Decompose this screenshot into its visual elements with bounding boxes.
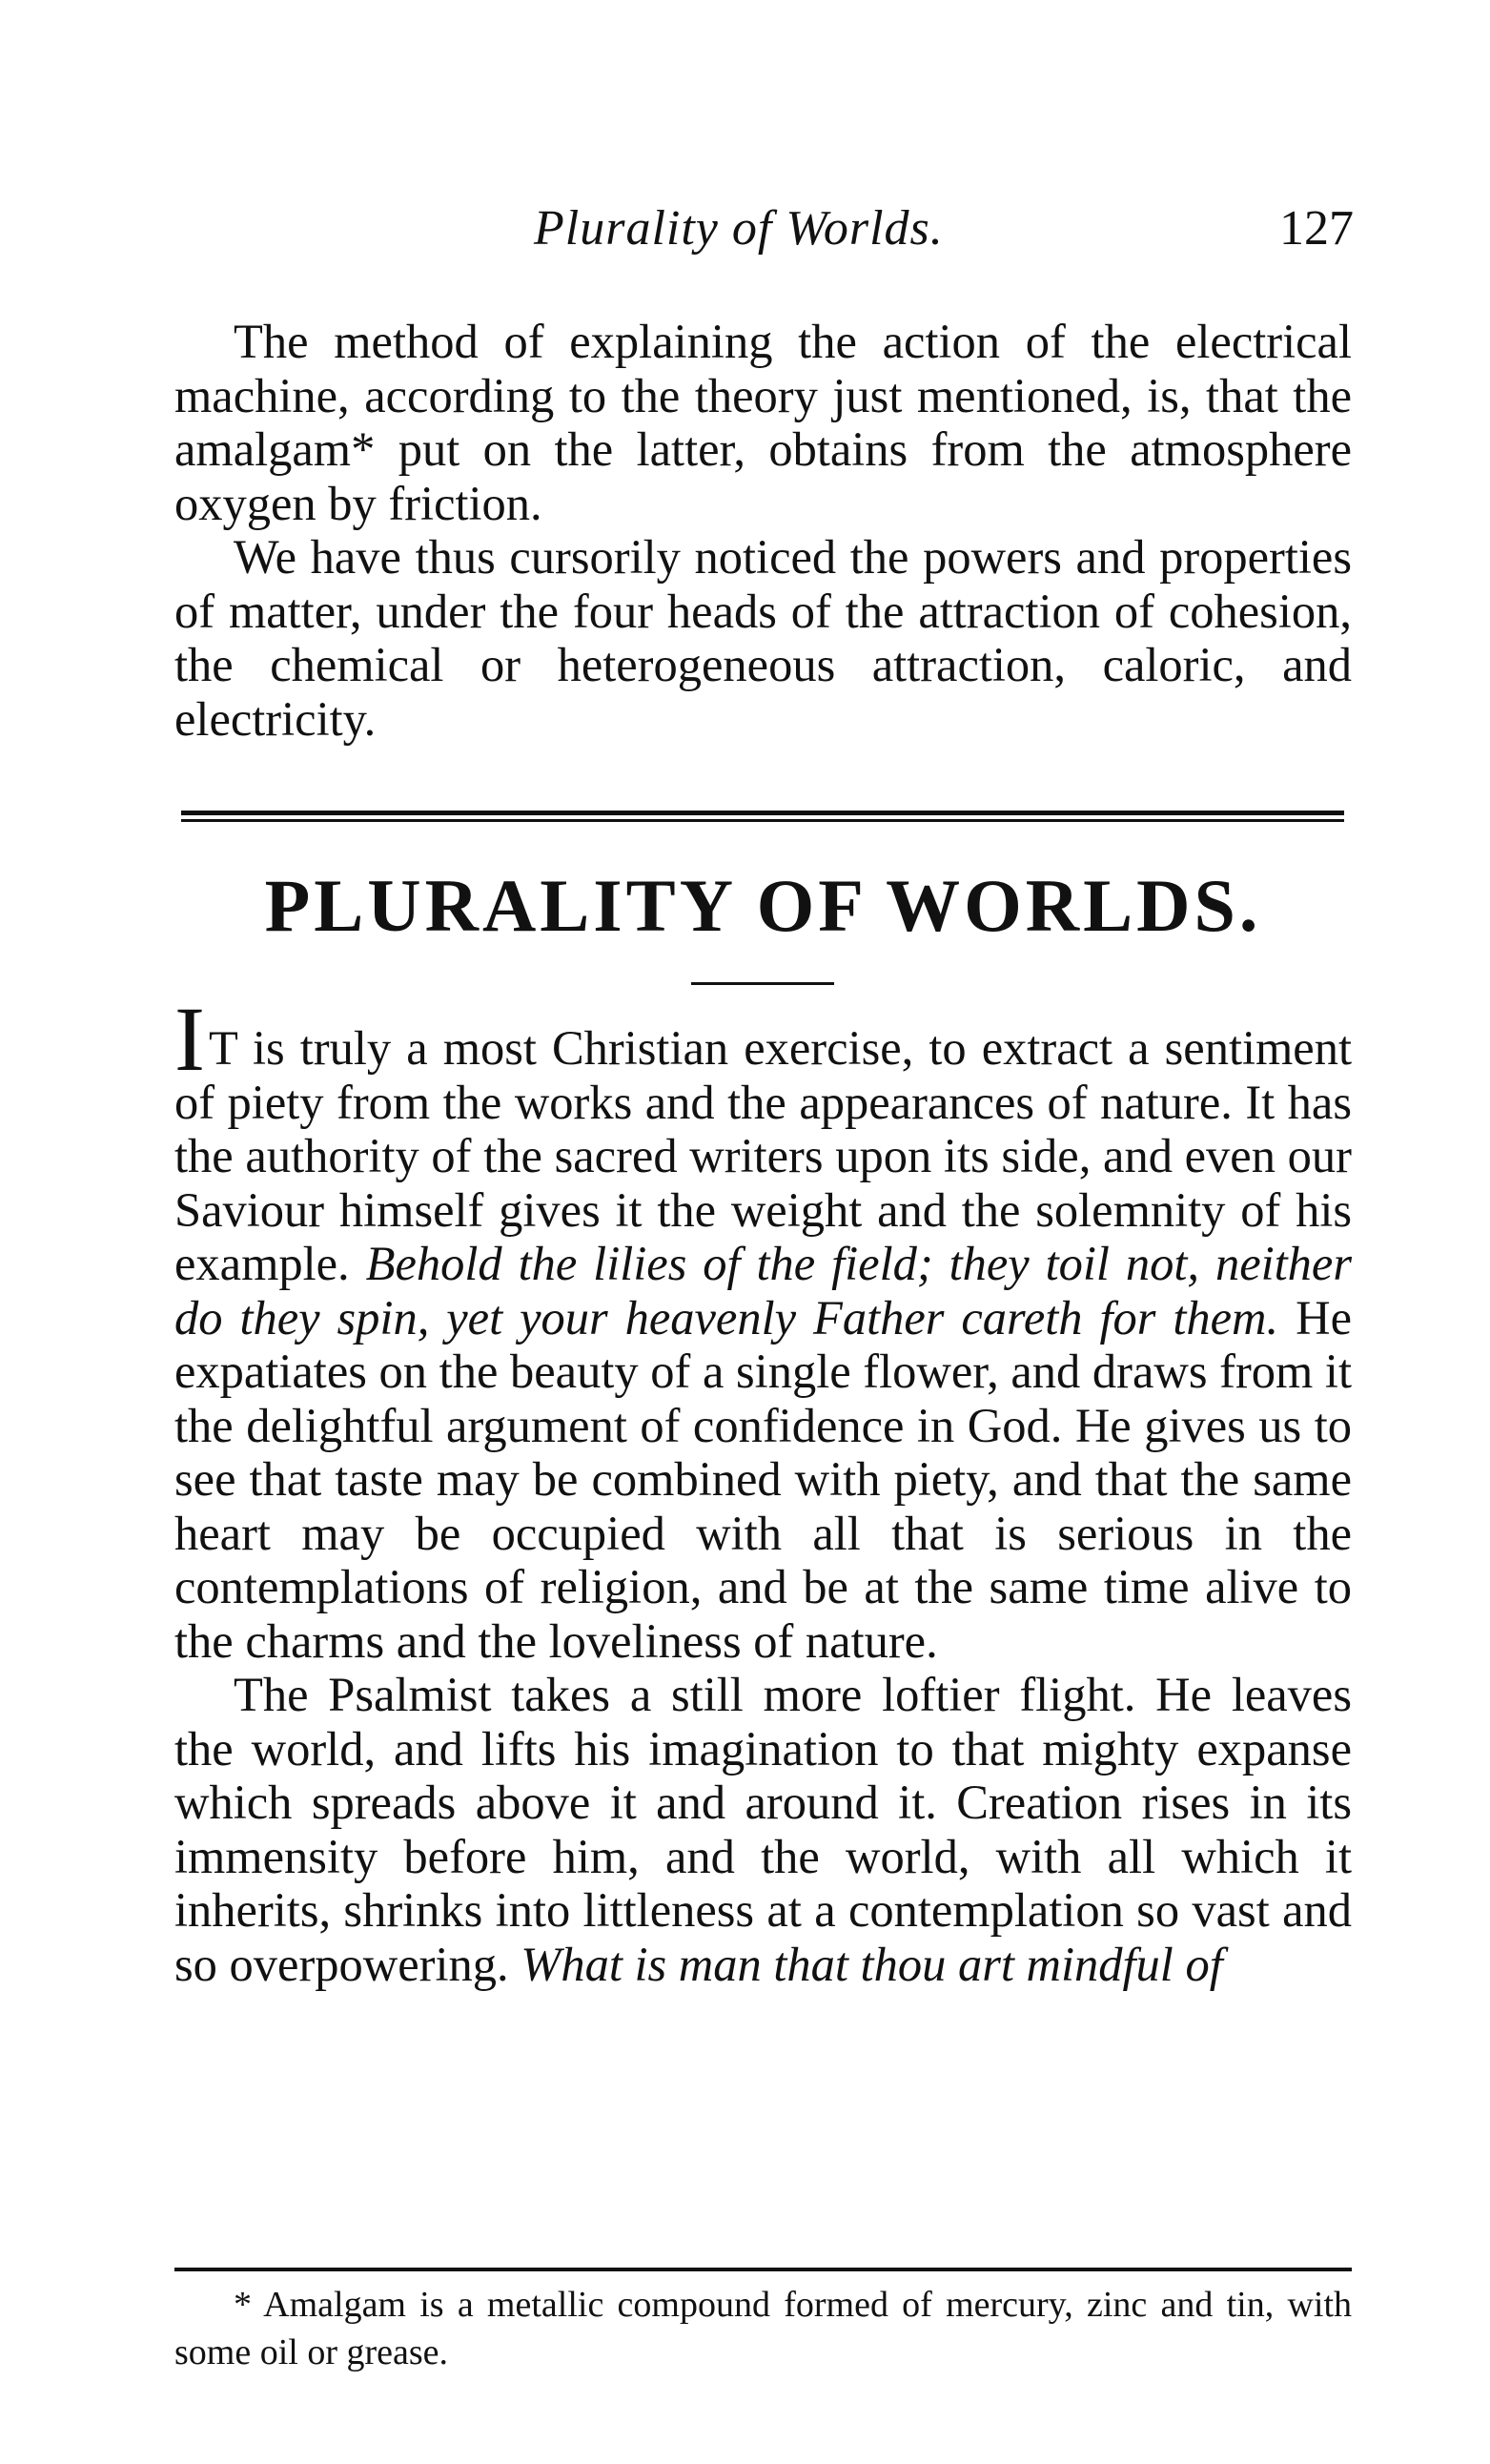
drop-cap: I: [174, 988, 205, 1090]
page-number: 127: [1279, 201, 1354, 256]
footnote: [174, 2281, 1352, 2376]
previous-section-text: [174, 315, 1352, 746]
paragraph: The method of explaining the action of the electrical machine, according to the theory just mentioned, is, that the amalgam* put on the latter, obtains from the atmosphere oxygen by friction.: [174, 315, 1352, 530]
paragraph-text: He expatiates on the beauty of a single flower, and draws from it the delightful argument of confidence in God. He gives us to see that taste may be combined with piety, and that the same heart may be occupied with all that is serious in the contemplations of religion, and be at the same time alive to the charms and the loveliness of nature.: [174, 1290, 1352, 1668]
paragraph: We have thus cursorily noticed the powers and properties of matter, under the four heads of the attraction of cohesion, the chemical or heterogeneous attraction, caloric, and electricity.: [174, 530, 1352, 746]
scripture-quote: Behold the lilies of the field; they toil not, neither do they spin, yet your heavenly Father careth for them.: [174, 1237, 1353, 1345]
title-underline: [691, 982, 834, 985]
footnote-text: * Amalgam is a metallic compound formed of mercury, zinc and tin, with some oil or grease.: [174, 2285, 1352, 2372]
footnote-rule: [174, 2268, 1352, 2271]
paragraph-text: The Psalmist takes a still more loftier flight. He leaves the world, and lifts his imagination to that mighty expanse which spreads above it and around it. Creation rises in its immensity before him, and the world, with all which it inherits, shrinks into littleness at a contemplation so vast and so overpowering.: [174, 1668, 1352, 1991]
main-section-text: [174, 988, 1353, 1991]
paragraph: [174, 1668, 1352, 1991]
section-title: PLURALITY OF WORLDS.: [264, 864, 1262, 947]
section-divider: [181, 811, 1344, 824]
scripture-quote: What is man that thou art mindful of: [520, 1937, 1223, 1991]
running-title: Plurality of Worlds.: [534, 201, 944, 256]
paragraph: [174, 988, 1353, 1668]
page-header: [172, 200, 1354, 267]
paragraph-text: T is truly a most Christian exercise, to extract a sentiment of piety from the works and the appearances of nature. It has the authority of the sacred writers upon its side, and even our Saviour himself gives it the weight and the solemnity of his example.: [174, 1021, 1352, 1290]
